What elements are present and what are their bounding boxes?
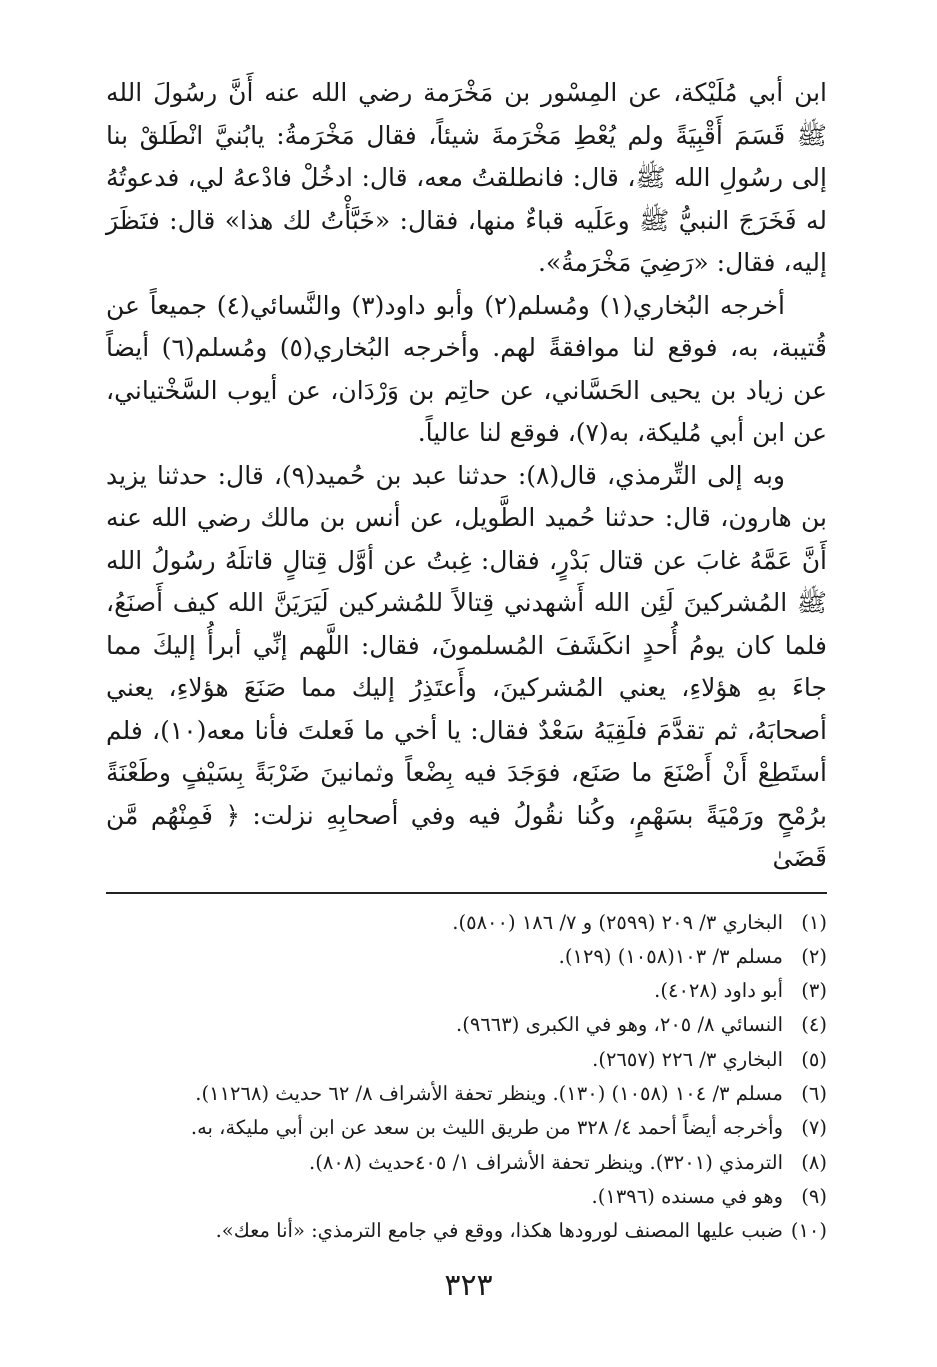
- footnote-text: وهو في مسنده (١٣٩٦).: [591, 1184, 783, 1208]
- footnote-item: [106, 1111, 827, 1145]
- footnote-item: [106, 1008, 827, 1042]
- footnote-number: (٦): [801, 1081, 827, 1105]
- footnote-number: (٨): [801, 1150, 827, 1174]
- footnote-text: الترمذي (٣٢٠١). وينظر تحفة الأشراف ١/ ٤٠٥حديث (٨٠٨).: [309, 1150, 783, 1174]
- footnote-item: [106, 1214, 827, 1248]
- footnote-text: مسلم ٣/ ١٠٤ (١٠٥٨) (١٣٠). وينظر تحفة الأشراف ٨/ ٦٢ حديث (١١٢٦٨).: [195, 1081, 783, 1105]
- footnote-item: [106, 1180, 827, 1214]
- paragraph-1: ابن أبي مُلَيْكة، عن المِسْور بن مَخْرَمة رضي الله عنه أَنَّ رسُولَ الله ﷺ قَسَمَ أَقْبِيَةً ولم يُعْطِ مَخْرَمةَ شيئاً، فقال مَخْرَمةُ: يابُنيَّ انْطَلقْ بنا إلى رسُولِ الله ﷺ، قال: فانطلقتُ معه، قال: ادخُلْ فادْعهُ لي، فدعوتُهُ له فَخَرَجَ النبيُّ ﷺ وعَلَيه قباءٌ منها، فقال: «خَبَّأْتُ لك هذا» قال: فنَظَرَ إليه، فقال: «رَضِيَ مَخْرَمةُ».: [106, 78, 827, 277]
- footnote-text: ضبب عليها المصنف لورودها هكذا، ووقع في جامع الترمذي: «أنا معك».: [215, 1219, 783, 1243]
- paragraph-2: أخرجه البُخاري(١) ومُسلم(٢) وأبو داود(٣) والنَّسائي(٤) جميعاً عن قُتيبة، به، فوقع لنا موافقةً لهم. وأخرجه البُخاري(٥) ومُسلم(٦) أيضاً عن زياد بن يحيى الحَسَّاني، عن حاتِم بن وَرْدَان، عن أيوب السَّخْتياني، عن ابن أبي مُليكة، به(٧)، فوقع لنا عالياً.: [106, 290, 828, 447]
- footnote-text: مسلم ٣/ ١٠٣(١٠٥٨) (١٢٩).: [558, 944, 783, 968]
- footnote-item: [106, 1146, 827, 1180]
- footnote-text: البخاري ٣/ ٢٠٩ (٢٥٩٩) و ٧/ ١٨٦ (٥٨٠٠).: [452, 910, 783, 934]
- footnote-number: (٧): [801, 1116, 827, 1140]
- footnote-text: البخاري ٣/ ٢٢٦ (٢٦٥٧).: [592, 1047, 783, 1071]
- footnote-text: أبو داود (٤٠٢٨).: [654, 979, 783, 1003]
- footnote-number: (١٠): [790, 1219, 827, 1243]
- footnotes: [106, 906, 827, 1249]
- main-text: [106, 72, 827, 880]
- footnote-number: (٢): [801, 944, 827, 968]
- footnote-item: [106, 1043, 827, 1077]
- footnote-number: (٩): [801, 1184, 827, 1208]
- footnote-item: [106, 1077, 827, 1111]
- page-number: ٣٢٣: [444, 1268, 493, 1303]
- footnote-text: النسائي ٨/ ٢٠٥، وهو في الكبرى (٩٦٦٣).: [456, 1013, 783, 1037]
- footnote-divider: [106, 892, 827, 894]
- footnote-number: (٤): [801, 1013, 827, 1037]
- footnote-number: (٣): [801, 979, 827, 1003]
- paragraph-3: وبه إلى التِّرمذي، قال(٨): حدثنا عبد بن حُميد(٩)، قال: حدثنا يزيد بن هارون، قال: حدثنا حُميد الطَّويل، عن أنس بن مالك رضي الله عنه أَنَّ عَمَّهُ غابَ عن قتال بَدْرٍ، فقال: غِبتُ عن أوَّل قِتالٍ قاتلَهُ رسُولُ الله ﷺ المُشركينَ لَئِن الله أَشهدني قِتالاً للمُشركين لَيَرَيَنَّ الله كيف أَصنَعُ، فلما كان يومُ أُحدٍ انكَشَفَ المُسلمونَ، فقال: اللَّهم إنِّي أبرأُ إليكَ مما جاءَ بهِ هؤلاءِ، يعني المُشركينَ، وأَعتَذِرُ إليك مما صَنَعَ هؤلاءِ، يعني أصحابَهُ، ثم تقدَّمَ فلَقِيَهُ سَعْدٌ فقال: يا أخي ما فَعلتَ فأنا معه(١٠)، فلم أستَطِعْ أَنْ أَصْنَعَ ما صَنَع، فوَجَدَ فيه بِضْعاً وثمانينَ ضَرْبَةً بِسَيْفٍ وطَعْنَةً برُمْحٍ ورَمْيَةً بسَهْمٍ، وكُنا نقُولُ فيه وفي أصحابِهِ نزلت: ﴿ فَمِنْهُم مَّن قَضَىٰ: [106, 460, 827, 872]
- footnote-item: [106, 974, 827, 1008]
- footnote-number: (١): [801, 910, 827, 934]
- footnote-text: وأخرجه أيضاً أحمد ٤/ ٣٢٨ من طريق الليث بن سعد عن ابن أبي مليكة، به.: [190, 1116, 783, 1140]
- footnote-item: [106, 906, 827, 940]
- footnote-number: (٥): [801, 1047, 827, 1071]
- footnote-item: [106, 940, 827, 974]
